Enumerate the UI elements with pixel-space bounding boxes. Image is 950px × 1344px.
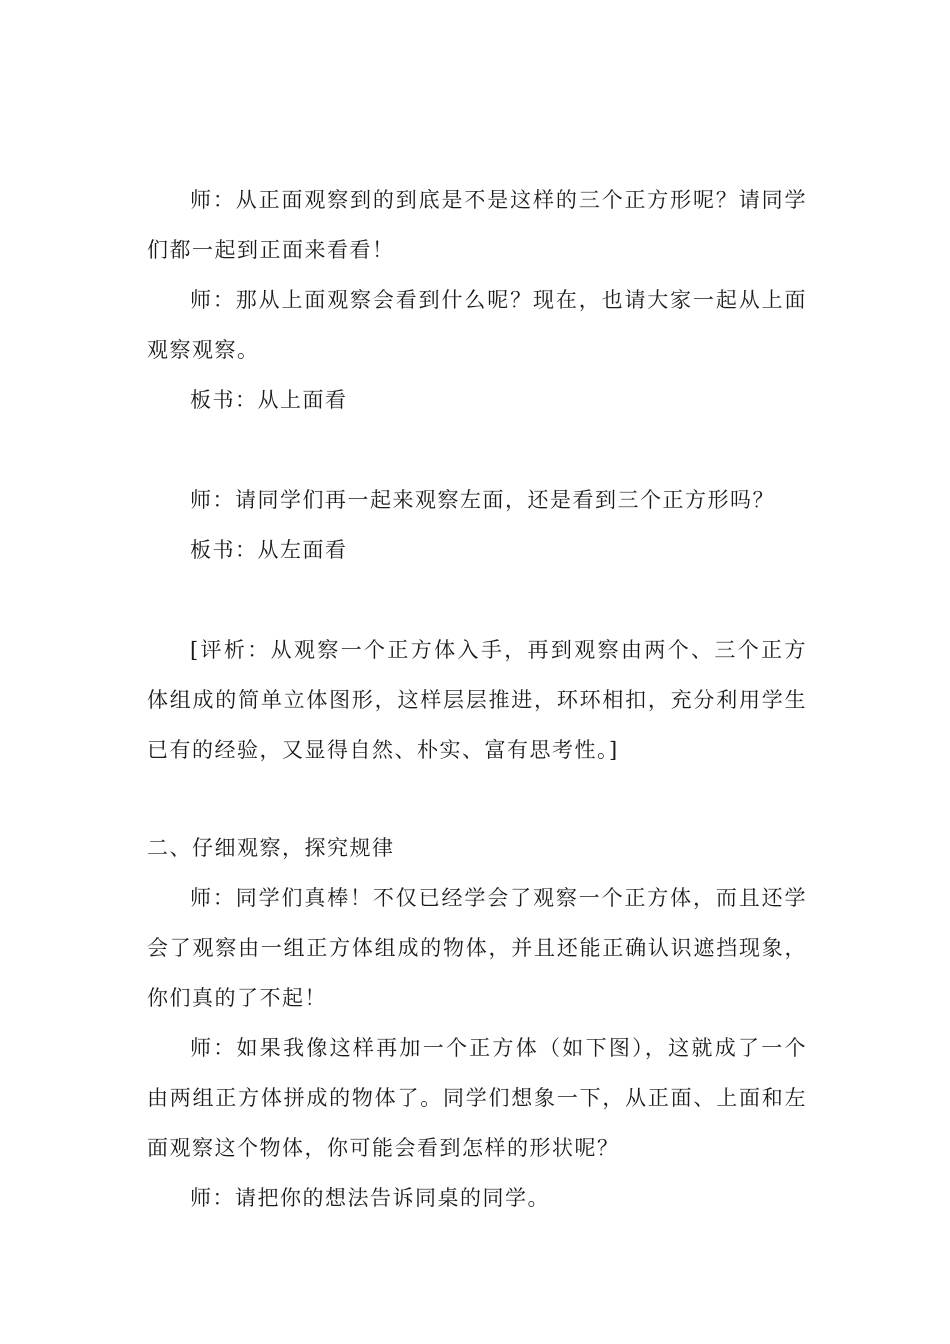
teacher-line-add-cube: 师：如果我像这样再加一个正方体（如下图），这就成了一个由两组正方体拼成的物体了。同学们想象一下，从正面、上面和左面观察这个物体，你可能会看到怎样的形状呢？ <box>147 1036 807 1160</box>
section-heading: 二、仔细观察，探究规律 <box>147 836 395 860</box>
commentary-paragraph: [评析：从观察一个正方体入手，再到观察由两个、三个正方体组成的简单立体图形，这样层层推进，环环相扣，充分利用学生已有的经验，又显得自然、朴实、富有思考性。] <box>147 638 807 762</box>
board-note-top-view: 板书：从上面看 <box>190 388 348 412</box>
teacher-line-front-view: 师：从正面观察到的到底是不是这样的三个正方形呢？请同学们都一起到正面来看看！ <box>147 188 807 262</box>
teacher-line-tell-deskmate: 师：请把你的想法告诉同桌的同学。 <box>190 1186 550 1210</box>
teacher-line-left-view: 师：请同学们再一起来观察左面，还是看到三个正方形吗？ <box>190 488 775 512</box>
board-note-left-view: 板书：从左面看 <box>190 538 348 562</box>
teacher-line-top-view: 师：那从上面观察会看到什么呢？现在，也请大家一起从上面观察观察。 <box>147 288 807 362</box>
teacher-line-praise: 师：同学们真棒！不仅已经学会了观察一个正方体，而且还学会了观察由一组正方体组成的物体，并且还能正确认识遮挡现象，你们真的了不起！ <box>147 886 807 1010</box>
